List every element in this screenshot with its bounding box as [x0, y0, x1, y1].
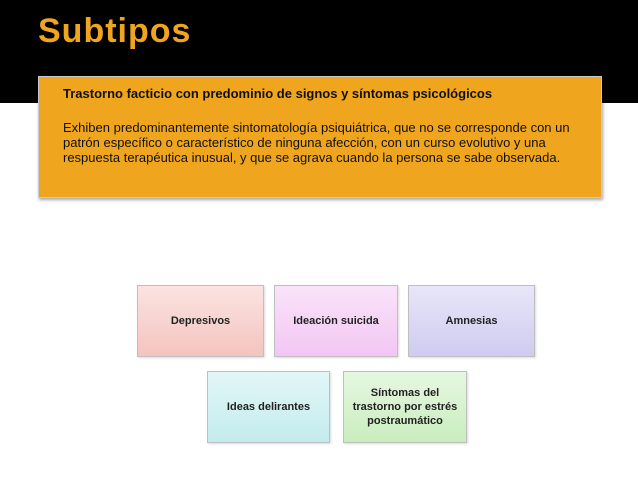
box-body: Exhiben predominantemente sintomatología psiquiátrica, que no se corresponde con un patrón específico o característico de ninguna afección, con un curso evolutivo y una respuesta terapéutica inusual, y que se agrava cuando la persona se sabe observada.	[63, 120, 570, 165]
card-depresivos: Depresivos	[137, 285, 264, 357]
box-heading: Trastorno facticio con predominio de signos y síntomas psicológicos	[63, 86, 493, 101]
description-box	[38, 76, 602, 198]
slide-title: Subtipos	[38, 12, 192, 50]
card-ideas-delirantes: Ideas delirantes	[207, 371, 330, 443]
card-ideacion-suicida: Ideación suicida	[274, 285, 398, 357]
card-amnesias: Amnesias	[408, 285, 535, 357]
card-sintomas-estres-postraumatico: Síntomas del trastorno por estrés postraumático	[343, 371, 467, 443]
